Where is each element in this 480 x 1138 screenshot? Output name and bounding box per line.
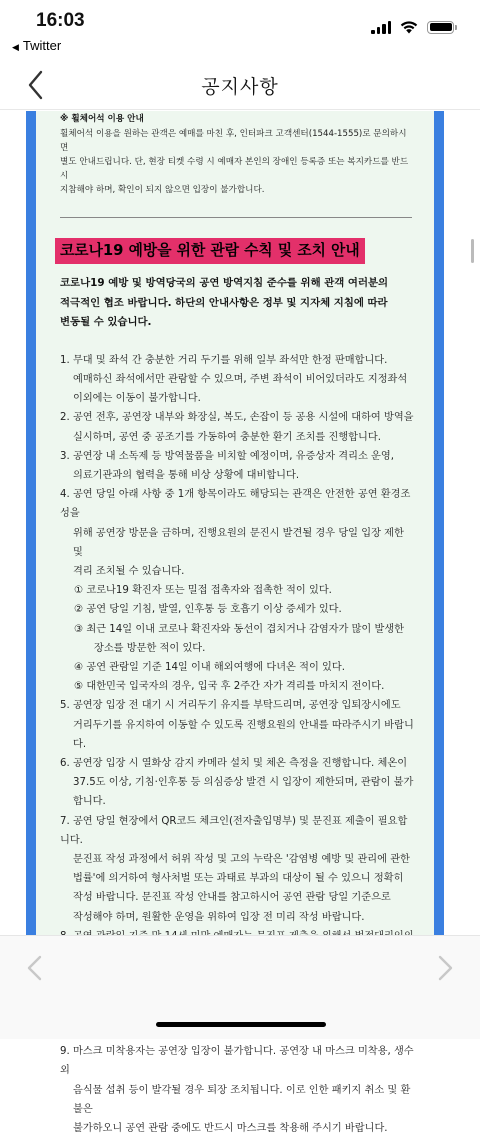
notice-item-1 <box>60 351 414 409</box>
item-line: 작성 바랍니다. 문진표 작성 안내를 참고하시어 공연 관람 당일 기준으로 <box>73 892 391 904</box>
scroll-indicator[interactable] <box>471 239 474 263</box>
item-line: 법률'에 의거하여 형사처벌 또는 과태료 부과의 대상이 될 수 있으니 정확히 <box>73 873 404 885</box>
wheelchair-line: 별도 안내드립니다. 단, 현장 티켓 수령 시 예매자 본인의 장애인 등록증 또는 복지카드를 반드시 <box>60 157 409 181</box>
item-line: 위해 공연장 방문을 금하며, 진행요원의 문진시 발견될 경우 당일 입장 제한 및 <box>73 527 404 558</box>
sub-item-line: ④ 공연 관람일 기준 14일 이내 해외여행에 다녀온 적이 있다. <box>74 662 345 674</box>
item-line: 7. 공연 당일 현장에서 QR코드 체크인(전자출입명부) 및 문진표 제출이 필요합니다. <box>60 815 408 846</box>
notice-item-7 <box>60 812 414 927</box>
item-line: 6. 공연장 입장 시 열화상 감지 카메라 설치 및 체온 측정을 진행합니다. 체온이 <box>60 758 408 770</box>
item-line: 불가하오니 공연 관람 중에도 반드시 마스크를 착용해 주시기 바랍니다. <box>73 1122 388 1134</box>
wheelchair-line: 지참해야 하며, 확인이 되지 않으면 입장이 불가합니다. <box>60 185 265 195</box>
notice-item-6 <box>60 754 414 812</box>
item-line: 9. 마스크 미착용자는 공연장 입장이 불가합니다. 공연장 내 마스크 미착용, 생수 외 <box>60 1046 414 1077</box>
browser-forward-icon[interactable] <box>434 954 456 982</box>
back-triangle-icon: ◀ <box>12 42 19 52</box>
item-line: 거리두기를 유지하여 이동할 수 있도록 진행요원의 안내를 따라주시기 바랍니다. <box>73 719 414 750</box>
cellular-signal-icon <box>371 21 391 34</box>
wheelchair-line: 휠체어석 이용을 원하는 관객은 예매를 마친 후, 인터파크 고객센터(1544-1555)로 문의하시면 <box>60 129 407 153</box>
back-app-label: Twitter <box>22 38 62 53</box>
sub-item-line: ③ 최근 14일 이내 코로나 확진자와 동선이 겹치거나 감염자가 많이 발생한 <box>74 623 405 635</box>
notice-frame <box>26 111 444 1134</box>
status-time: 16:03 <box>36 10 85 31</box>
wifi-icon <box>399 20 419 34</box>
notice-panel <box>36 111 434 1134</box>
item-line: 3. 공연장 내 소독제 등 방역물품을 비치할 예정이며, 유증상자 격리소 운영, <box>60 450 394 462</box>
item-line: 작성해야 하며, 원활한 운영을 위하여 입장 전 미리 작성 바랍니다. <box>73 911 365 923</box>
item-line: 1. 무대 및 좌석 간 충분한 거리 두기를 위해 일부 좌석만 한정 판매합니다. <box>60 354 388 366</box>
notice-item-3 <box>60 447 414 485</box>
sub-item-2 <box>60 600 414 619</box>
navigation-bar <box>0 60 480 110</box>
sub-item-line: ① 코로나19 확진자 또는 밀접 접촉자와 접촉한 적이 있다. <box>74 585 332 597</box>
item-line: 5. 공연장 입장 전 대기 시 거리두기 유지를 부탁드리며, 공연장 입퇴장시에도 <box>60 700 401 712</box>
browser-back-icon[interactable] <box>24 954 46 982</box>
intro-line: 적극적인 협조 바랍니다. 하단의 안내사항은 정부 및 지자체 지침에 따라 <box>60 296 388 309</box>
item-line: 실시하며, 공연 중 공조기를 가동하여 충분한 환기 조치를 진행합니다. <box>73 431 381 443</box>
item-line: 의료기관과의 협력을 통해 비상 상황에 대비합니다. <box>73 470 300 481</box>
item-line: 격리 조치될 수 있습니다. <box>73 566 185 578</box>
item-line: 37.5도 이상, 기침·인후통 등 의심증상 발견 시 입장이 제한되며, 관람이 불가합니다. <box>73 777 414 808</box>
sub-item-line: ② 공연 당일 기침, 발열, 인후통 등 호흡기 이상 증세가 있다. <box>74 604 342 616</box>
browser-toolbar <box>0 935 480 999</box>
covid-heading: 코로나19 예방을 위한 관람 수칙 및 조치 안내 <box>55 238 365 264</box>
item-line: 예매하신 좌석에서만 관람할 수 있으며, 주변 좌석이 비어있더라도 지정좌석 <box>73 373 408 385</box>
home-indicator[interactable] <box>156 1022 326 1027</box>
wheelchair-title: ※ 휠체어석 이용 안내 <box>60 114 144 124</box>
section-divider <box>60 217 412 218</box>
notice-content[interactable] <box>0 111 480 1134</box>
back-to-app-link[interactable] <box>12 38 61 53</box>
sub-item-4 <box>60 658 414 677</box>
notice-item-4 <box>60 485 414 581</box>
wheelchair-body <box>60 127 414 197</box>
notice-item-5 <box>60 696 414 754</box>
notice-item-9 <box>60 1042 414 1138</box>
item-line: 음식물 섭취 등이 발각될 경우 퇴장 조치됩니다. 이로 인한 패키지 취소 및 환불은 <box>73 1084 411 1115</box>
item-line: 2. 공연 전후, 공연장 내부와 화장실, 복도, 손잡이 등 공용 시설에 대하여 방역을 <box>60 412 414 424</box>
home-indicator-area <box>0 999 480 1039</box>
notice-item-2 <box>60 408 414 446</box>
sub-item-line: ⑤ 대한민국 입국자의 경우, 입국 후 2주간 자가 격리를 마치지 전이다. <box>74 681 385 693</box>
covid-intro <box>60 274 414 333</box>
intro-line: 코로나19 예방 및 방역당국의 공연 방역지침 준수를 위해 관객 여러분의 <box>60 277 389 289</box>
battery-icon <box>427 21 454 34</box>
intro-line: 변동될 수 있습니다. <box>60 316 152 329</box>
item-line: 문진표 작성 과정에서 허위 작성 및 고의 누락은 '감염병 예방 및 관리에 관한 <box>73 854 410 866</box>
item-line: 4. 공연 당일 아래 사항 중 1개 항목이라도 해당되는 관객은 안전한 공연 환경조성을 <box>60 489 411 520</box>
page-title: 공지사항 <box>201 76 279 98</box>
sub-item-1 <box>60 581 414 600</box>
sub-item-5 <box>60 677 414 696</box>
status-bar <box>0 0 480 60</box>
sub-item-3 <box>60 620 414 658</box>
item-line: 이외에는 이동이 불가합니다. <box>73 393 201 405</box>
status-icons <box>371 20 454 34</box>
sub-item-line: 장소를 방문한 적이 있다. <box>94 642 206 654</box>
